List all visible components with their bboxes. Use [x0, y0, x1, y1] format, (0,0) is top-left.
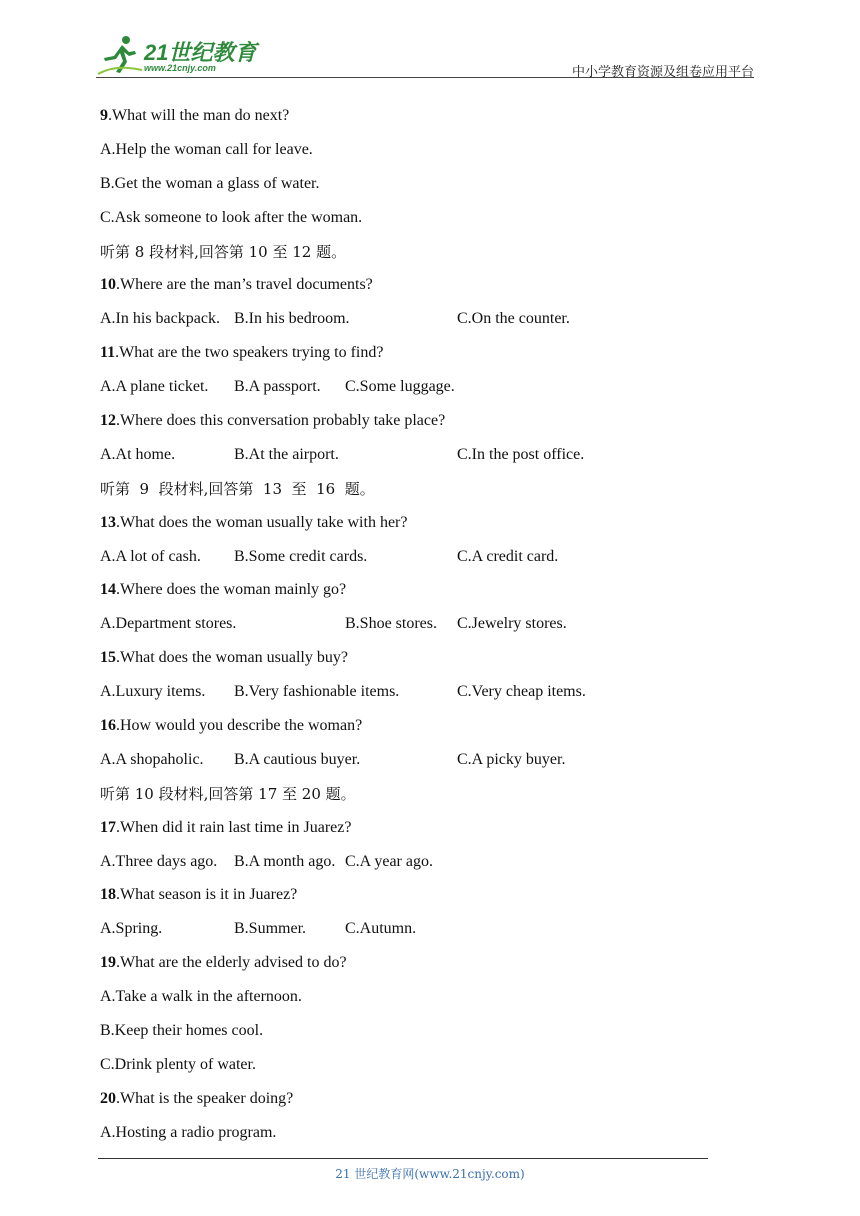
- question-number: 19: [100, 954, 116, 972]
- question-text: .When did it rain last time in Juarez?: [116, 818, 352, 836]
- option-b: B.Shoe stores.: [345, 615, 437, 633]
- question-text: .What does the woman usually buy?: [116, 649, 348, 667]
- question-number: 14: [100, 581, 116, 599]
- logo-text: 21世纪教育: [144, 40, 257, 65]
- option-a: A.Three days ago.: [100, 852, 218, 870]
- option-a: A.Luxury items.: [100, 683, 206, 701]
- question-stem: [100, 273, 760, 307]
- option-text: A.Take a walk in the afternoon.: [100, 988, 302, 1006]
- option-c: C.A picky buyer.: [457, 750, 566, 768]
- option-b: B.A month ago.: [234, 852, 336, 870]
- option-c: C.Very cheap items.: [457, 683, 586, 701]
- answer-options: [100, 443, 760, 477]
- option-c: C.A year ago.: [345, 852, 433, 870]
- answer-options: [100, 748, 760, 782]
- question-number: 16: [100, 717, 116, 735]
- question-stem: [100, 883, 760, 917]
- answer-option-line: [100, 206, 760, 240]
- question-stem: [100, 714, 760, 748]
- option-c: C.Jewelry stores.: [457, 615, 567, 633]
- header-divider: [96, 77, 754, 78]
- option-text: C.Ask someone to look after the woman.: [100, 208, 363, 226]
- question-text: .How would you describe the woman?: [116, 717, 363, 735]
- section-instruction: [100, 240, 760, 274]
- question-text: .What are the two speakers trying to find?: [115, 344, 384, 362]
- question-stem: [100, 341, 760, 375]
- platform-name: 中小学教育资源及组卷应用平台: [571, 65, 754, 80]
- answer-options: [100, 307, 760, 341]
- section-instruction: [100, 782, 760, 816]
- option-b: B.Summer.: [234, 920, 307, 938]
- answer-options: [100, 917, 760, 951]
- question-text: .What does the woman usually take with her?: [116, 513, 408, 531]
- option-a: A.Department stores.: [100, 615, 237, 633]
- answer-options: [100, 545, 760, 579]
- option-text: C.Drink plenty of water.: [100, 1055, 256, 1073]
- option-b: B.A cautious buyer.: [234, 750, 361, 768]
- question-number: 12: [100, 412, 116, 430]
- question-stem: [100, 1087, 760, 1121]
- answer-option-line: [100, 172, 760, 206]
- question-stem: [100, 951, 760, 985]
- question-stem: [100, 409, 760, 443]
- runner-logo-icon: [96, 34, 144, 76]
- question-stem: [100, 511, 760, 545]
- option-b: B.Very fashionable items.: [234, 683, 400, 701]
- option-text: A.Help the woman call for leave.: [100, 140, 313, 158]
- question-text: .Where does this conversation probably take place?: [116, 412, 446, 430]
- answer-option-line: [100, 985, 760, 1019]
- site-logo: [96, 34, 256, 78]
- option-a: A.A plane ticket.: [100, 378, 209, 396]
- option-text: B.Keep their homes cool.: [100, 1022, 264, 1040]
- option-c: C.Some luggage.: [345, 378, 455, 396]
- question-text: .Where does the woman mainly go?: [116, 581, 347, 599]
- option-c: C.Autumn.: [345, 920, 417, 938]
- question-number: 15: [100, 649, 116, 667]
- section-instruction: [100, 477, 760, 511]
- question-number: 10: [100, 276, 116, 294]
- option-c: C.In the post office.: [457, 445, 585, 463]
- question-text: .Where are the man’s travel documents?: [116, 276, 373, 294]
- option-b: B.At the airport.: [234, 445, 339, 463]
- option-b: B.Some credit cards.: [234, 547, 368, 565]
- answer-option-line: [100, 1053, 760, 1087]
- question-stem: [100, 646, 760, 680]
- question-list: [100, 104, 760, 1155]
- option-text: B.Get the woman a glass of water.: [100, 174, 320, 192]
- option-b: B.A passport.: [234, 378, 321, 396]
- option-c: C.A credit card.: [457, 547, 559, 565]
- answer-option-line: [100, 1019, 760, 1053]
- option-a: A.In his backpack.: [100, 310, 220, 328]
- question-stem: [100, 816, 760, 850]
- answer-option-line: [100, 138, 760, 172]
- question-number: 17: [100, 818, 116, 836]
- instruction-text: 听第 9 段材料,回答第 13 至 16 题。: [100, 479, 375, 498]
- question-number: 13: [100, 513, 116, 531]
- option-text: A.Hosting a radio program.: [100, 1123, 277, 1141]
- option-b: B.In his bedroom.: [234, 310, 350, 328]
- question-stem: [100, 104, 760, 138]
- option-a: A.At home.: [100, 445, 176, 463]
- answer-options: [100, 375, 760, 409]
- option-a: A.A shopaholic.: [100, 750, 204, 768]
- question-number: 11: [100, 344, 116, 362]
- footer-divider: [98, 1158, 708, 1159]
- answer-options: [100, 612, 760, 646]
- logo-url: www.21cnjy.com: [144, 63, 216, 73]
- answer-option-line: [100, 1121, 760, 1155]
- question-text: .What will the man do next?: [108, 107, 290, 124]
- option-a: A.A lot of cash.: [100, 547, 201, 565]
- question-number: 9: [100, 107, 108, 124]
- instruction-text: 听第 8 段材料,回答第 10 至 12 题。: [100, 242, 347, 261]
- instruction-text: 听第 10 段材料,回答第 17 至 20 题。: [100, 784, 356, 803]
- page-footer: 21 世纪教育网(www.21cnjy.com): [335, 1167, 525, 1181]
- answer-options: [100, 850, 760, 884]
- option-a: A.Spring.: [100, 920, 163, 938]
- question-number: 18: [100, 886, 116, 904]
- question-text: .What season is it in Juarez?: [116, 886, 298, 904]
- question-text: .What is the speaker doing?: [116, 1089, 294, 1107]
- answer-options: [100, 680, 760, 714]
- option-c: C.On the counter.: [457, 310, 570, 328]
- page-header: [0, 0, 860, 80]
- question-number: 20: [100, 1089, 116, 1107]
- question-text: .What are the elderly advised to do?: [116, 954, 347, 972]
- question-stem: [100, 578, 760, 612]
